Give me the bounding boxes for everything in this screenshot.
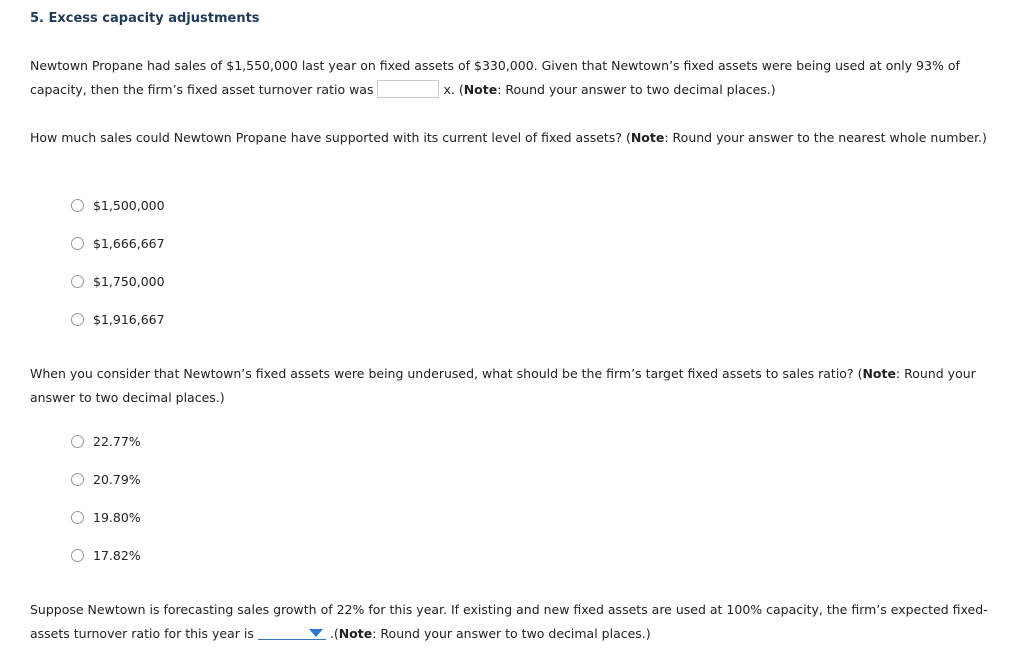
q3-option-4[interactable] xyxy=(71,547,141,563)
q2-option-1[interactable] xyxy=(71,197,165,213)
q2-option-4-label: $1,916,667 xyxy=(93,311,165,327)
q3-option-3-label: 19.80% xyxy=(93,509,141,525)
q3-option-1-label: 22.77% xyxy=(93,433,141,449)
question-3-text xyxy=(30,362,1005,410)
q2-option-3-label: $1,750,000 xyxy=(93,273,165,289)
q1-note-label: Note xyxy=(463,82,498,97)
q2-option-2-label: $1,666,667 xyxy=(93,235,165,251)
turnover-forecast-dropdown[interactable] xyxy=(258,625,326,640)
question-2-text xyxy=(30,126,1005,150)
radio-unselected-icon[interactable] xyxy=(71,511,84,524)
q3-option-1[interactable] xyxy=(71,433,141,449)
q1-text-c: : Round your answer to two decimal places.) xyxy=(497,82,776,97)
q3-text-a: When you consider that Newtown’s fixed assets were being underused, what should be the firm’s target fixed assets to sales ratio? ( xyxy=(30,366,863,381)
q4-text-b: .( xyxy=(329,626,339,641)
q2-option-4[interactable] xyxy=(71,311,165,327)
q3-option-3[interactable] xyxy=(71,509,141,525)
q3-option-2-label: 20.79% xyxy=(93,471,141,487)
radio-unselected-icon[interactable] xyxy=(71,275,84,288)
q2-note-label: Note xyxy=(630,130,665,145)
q1-text-b: x. ( xyxy=(443,82,464,97)
q4-text-c: : Round your answer to two decimal places.) xyxy=(372,626,651,641)
q4-text-a: Suppose Newtown is forecasting sales growth of 22% for this year. If existing and new fixed assets are used at 100% capacity, the firm’s expected fixed-assets turnover ratio for this year is xyxy=(30,602,988,641)
radio-unselected-icon[interactable] xyxy=(71,473,84,486)
q4-note-label: Note xyxy=(338,626,373,641)
q3-option-2[interactable] xyxy=(71,471,141,487)
question-title: 5. Excess capacity adjustments xyxy=(30,11,260,26)
q3-note-label: Note xyxy=(862,366,896,381)
q2-option-3[interactable] xyxy=(71,273,165,289)
q2-text-a: How much sales could Newtown Propane have supported with its current level of fixed assets? ( xyxy=(30,130,631,145)
radio-unselected-icon[interactable] xyxy=(71,237,84,250)
q2-text-b: : Round your answer to the nearest whole number.) xyxy=(664,130,987,145)
question-4-text xyxy=(30,598,1005,646)
q3-text-b: : Round your answer to two decimal places.) xyxy=(30,366,976,405)
q1-text-a: Newtown Propane had sales of $1,550,000 last year on fixed assets of $330,000. Given that Newtown’s fixed assets were being used at only 93% of capacity, then the firm’s fixed asset turnover ratio was xyxy=(30,58,960,97)
radio-unselected-icon[interactable] xyxy=(71,435,84,448)
turnover-answer-input[interactable] xyxy=(377,80,439,98)
q3-option-4-label: 17.82% xyxy=(93,547,141,563)
q2-option-2[interactable] xyxy=(71,235,165,251)
radio-unselected-icon[interactable] xyxy=(71,199,84,212)
question-1-text xyxy=(30,54,1005,102)
radio-unselected-icon[interactable] xyxy=(71,313,84,326)
q2-option-1-label: $1,500,000 xyxy=(93,197,165,213)
chevron-down-icon[interactable] xyxy=(309,629,323,637)
radio-unselected-icon[interactable] xyxy=(71,549,84,562)
